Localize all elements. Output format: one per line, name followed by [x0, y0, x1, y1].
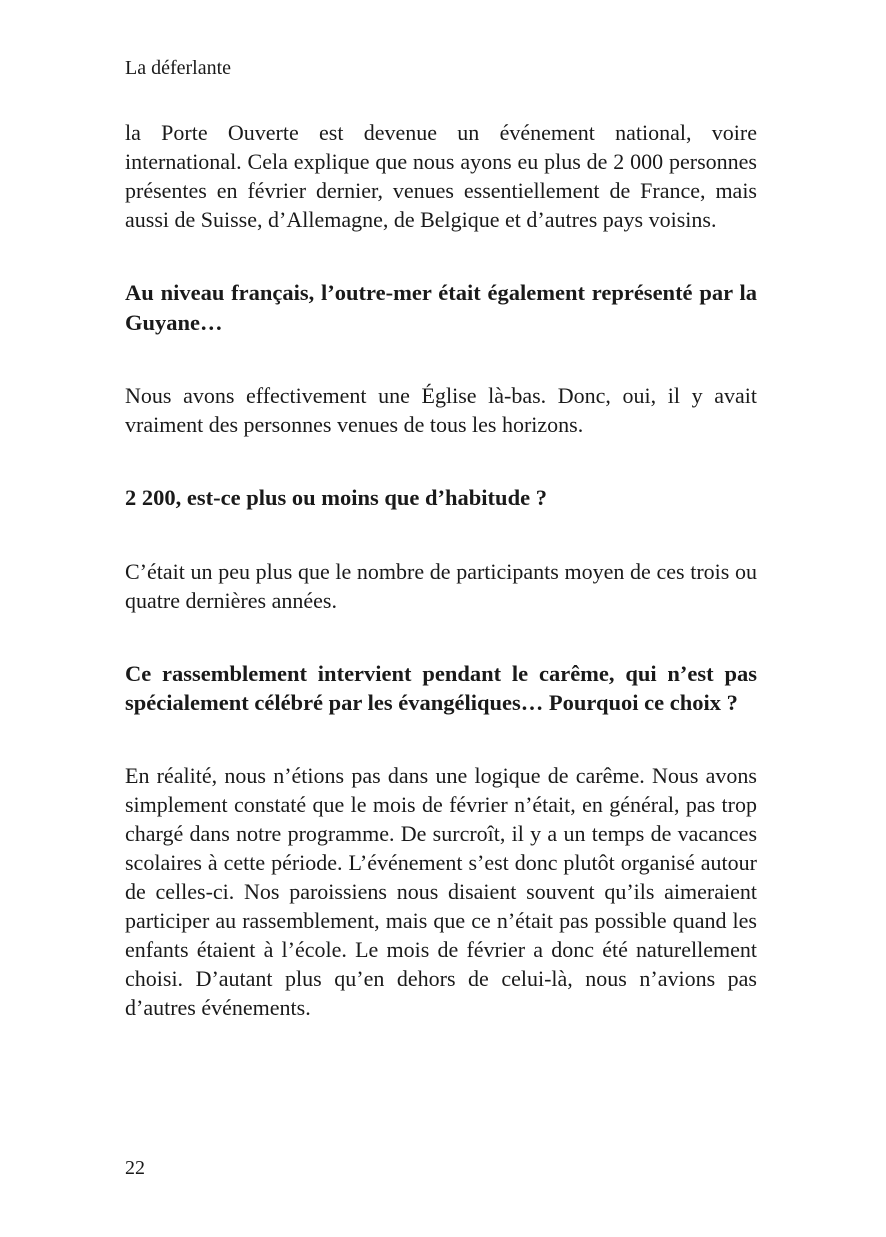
spacer	[125, 615, 757, 659]
paragraph-1: la Porte Ouverte est devenue un événement national, voire international. Cela explique que nous ayons eu plus de 2 000 personnes présentes en février dernier, venues essentiellement de France, mais aussi de Suisse, d’Allemagne, de Belgique et d’autres pays voisins.	[125, 120, 757, 232]
page-number: 22	[125, 1157, 145, 1179]
answer-3: En réalité, nous n’étions pas dans une logique de carême. Nous avons simplement constaté que le mois de février n’était, en général, pas trop chargé dans notre programme. De surcroît, il y a un temps de vacances scolaires à cette période. L’événement s’est donc plutôt organisé autour de celles-ci. Nos paroissiens nous disaient souvent qu’ils aimeraient participer au rassemblement, mais que ce n’était pas possible quand les enfants étaient à l’école. Le mois de février a donc été naturellement choisi. D’autant plus qu’en dehors de celui-là, nous n’avions pas d’autres événements.	[125, 762, 757, 1020]
question-3: Ce rassemblement intervient pendant le carême, qui n’est pas spécialement célébré par les évangéliques… Pourquoi ce choix ?	[125, 660, 757, 715]
question-1: Au niveau français, l’outre-mer était également représenté par la Guyane…	[125, 280, 757, 335]
spacer	[125, 513, 757, 557]
running-head: La déferlante	[125, 57, 232, 79]
answer-1: Nous avons effectivement une Église là-bas. Donc, oui, il y avait vraiment des personnes venues de tous les horizons.	[125, 383, 757, 437]
spacer	[125, 234, 757, 278]
question-2: 2 200, est-ce plus ou moins que d’habitude ?	[125, 485, 547, 510]
spacer	[125, 439, 757, 483]
spacer	[125, 337, 757, 381]
page-body	[125, 118, 757, 1022]
answer-2: C’était un peu plus que le nombre de participants moyen de ces trois ou quatre dernières années.	[125, 558, 757, 613]
spacer	[125, 718, 757, 761]
